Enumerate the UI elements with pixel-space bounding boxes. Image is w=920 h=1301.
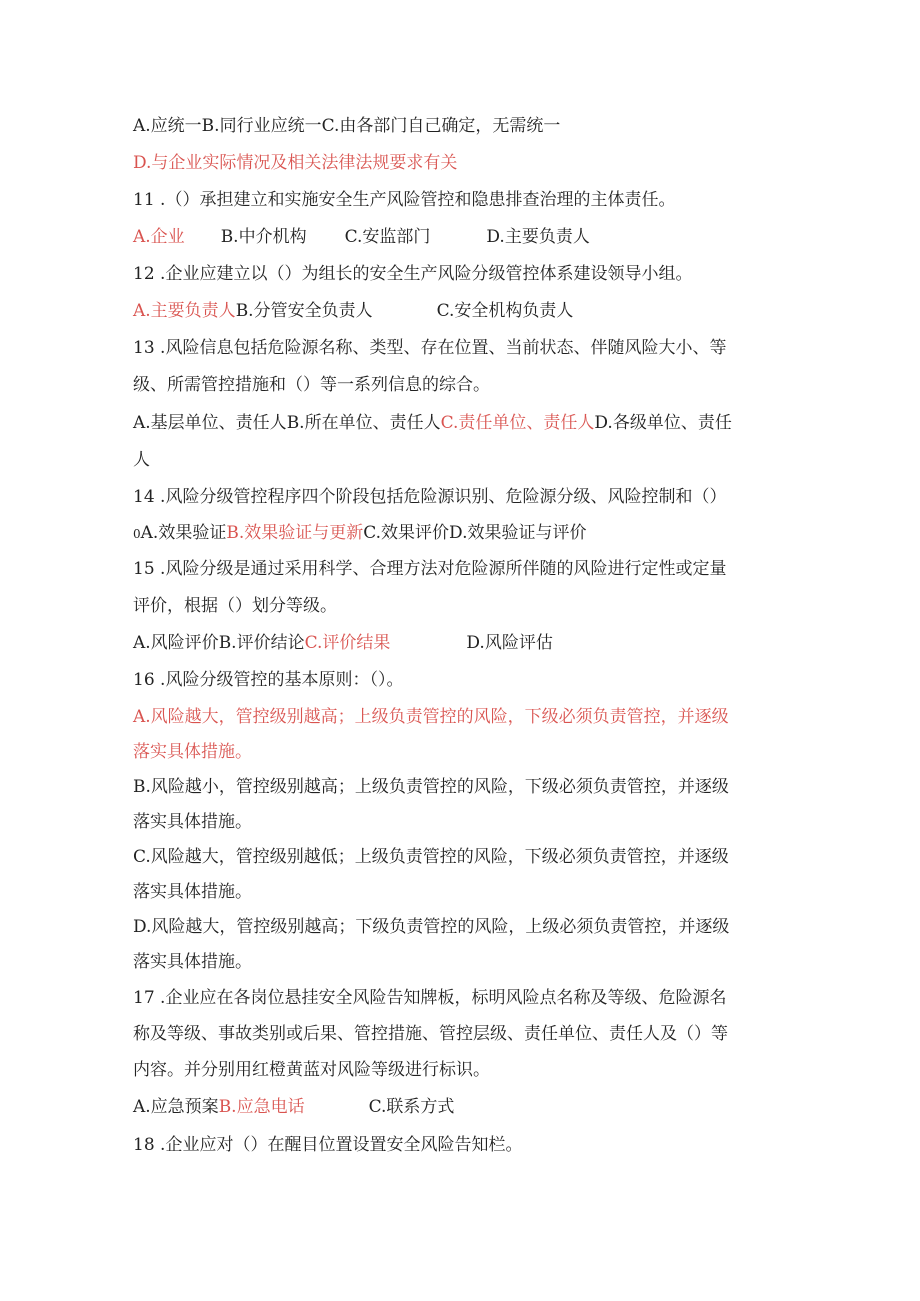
q10-option-d: D.与企业实际情况及相关法律法规要求有关 (133, 153, 458, 173)
q14-stem (133, 485, 813, 509)
q14-option-b: B.效果验证与更新 (226, 523, 364, 543)
q17-stem-text3: 内容。并分别用红橙黄蓝对风险等级进行标识。 (133, 1060, 490, 1080)
q12-option-c: C.安全机构负责人 (436, 301, 574, 321)
q11-stem (133, 188, 813, 212)
q16-option-a-line2 (133, 740, 813, 764)
q13-option-a: A.基层单位、责任人 (133, 413, 287, 433)
q13-stem-line1 (133, 336, 813, 360)
q15-options (133, 631, 813, 655)
q15-option-b: B.评价结论 (218, 633, 305, 653)
q13-option-b: B.所在单位、责任人 (286, 413, 441, 433)
q12-stem-text: 12 .企业应建立以（）为组长的安全生产风险分级管控体系建设领导小组。 (133, 264, 693, 284)
q16-option-a-line1 (133, 705, 813, 729)
q17-stem-line1 (133, 986, 813, 1010)
q16-option-b-line2 (133, 810, 813, 834)
q11-stem-text: 11 .（）承担建立和实施安全生产风险管控和隐患排查治理的主体责任。 (133, 190, 676, 210)
q14-option-d: D.效果验证与评价 (449, 523, 587, 543)
q16-option-c-tail: 落实具体措施。 (133, 882, 252, 902)
q16-option-c: C.风险越大，管控级别越低；上级负责管控的风险，下级必须负责管控，并逐级 (133, 847, 729, 867)
q13-option-d: D.各级单位、责任 (594, 413, 732, 433)
q16-stem (133, 668, 813, 692)
q16-option-d-tail: 落实具体措施。 (133, 952, 252, 972)
q17-stem-text2: 称及等级、事故类别或后果、管控措施、管控层级、责任单位、责任人及（）等 (133, 1024, 728, 1044)
q15-option-c: C.评价结果 (304, 633, 391, 653)
q10-options-abc: A.应统一B.同行业应统一C.由各部门自己确定，无需统一 (133, 116, 561, 136)
q15-option-a: A.风险评价 (133, 633, 219, 653)
q16-option-b-tail: 落实具体措施。 (133, 812, 252, 832)
q13-option-c: C.责任单位、责任人 (440, 413, 595, 433)
q14-stem-text: 14 .风险分级管控程序四个阶段包括危险源识别、危险源分级、风险控制和（） (133, 487, 727, 507)
q12-options (133, 299, 813, 323)
q11-option-c: C.安监部门 (344, 227, 431, 247)
q18-stem-text: 18 .企业应对（）在醒目位置设置安全风险告知栏。 (133, 1135, 523, 1155)
q15-stem-line2 (133, 594, 813, 618)
q17-option-b: B.应急电话 (218, 1097, 305, 1117)
q16-option-d: D.风险越大，管控级别越高；下级负责管控的风险，上级必须负责管控，并逐级 (133, 917, 730, 937)
q13-stem-text2: 级、所需管控措施和（）等一系列信息的综合。 (133, 375, 490, 395)
q16-option-c-line1 (133, 845, 813, 869)
q11-option-b: B.中介机构 (220, 227, 307, 247)
q16-option-d-line2 (133, 950, 813, 974)
q14-option-a: A.效果验证 (140, 523, 227, 543)
q12-option-b: B.分管安全负责人 (235, 301, 373, 321)
q16-option-c-line2 (133, 880, 813, 904)
q10-options-line1 (133, 114, 813, 138)
q17-stem-line3 (133, 1058, 813, 1082)
q17-option-a: A.应急预案 (133, 1097, 219, 1117)
q17-stem-line2 (133, 1022, 813, 1046)
q13-stem-line2 (133, 373, 813, 397)
q16-option-d-line1 (133, 915, 813, 939)
q13-options-wrap (133, 448, 813, 472)
q12-option-a: A.主要负责人 (133, 301, 236, 321)
q13-stem-text1: 13 .风险信息包括危险源名称、类型、存在位置、当前状态、伴随风险大小、等 (133, 338, 727, 358)
q13-options (133, 411, 813, 435)
q15-stem-line1 (133, 557, 813, 581)
q17-stem-text1: 17 .企业应在各岗位悬挂安全风险告知牌板，标明风险点名称及等级、危险源名 (133, 988, 727, 1008)
q16-option-a-tail: 落实具体措施。 (133, 742, 252, 762)
q17-options (133, 1095, 813, 1119)
q12-stem (133, 262, 813, 286)
q16-stem-text: 16 .风险分级管控的基本原则：（）。 (133, 670, 404, 690)
q11-option-d: D.主要负责人 (486, 227, 590, 247)
q16-option-b-line1 (133, 775, 813, 799)
q16-option-a: A.风险越大，管控级别越高；上级负责管控的风险，下级必须负责管控，并逐级 (133, 707, 729, 727)
q13-option-d-tail: 人 (133, 450, 150, 470)
q14-option-c: C.效果评价 (363, 523, 450, 543)
q14-stem-period: 0 (133, 527, 141, 541)
q10-answer-d (133, 151, 813, 175)
q15-stem-text1: 15 .风险分级是通过采用科学、合理方法对危险源所伴随的风险进行定性或定量 (133, 559, 727, 579)
q11-options (133, 225, 813, 249)
q14-options (133, 521, 813, 546)
q18-stem (133, 1133, 813, 1157)
q15-stem-text2: 评价，根据（）划分等级。 (133, 596, 337, 616)
q11-option-a: A.企业 (133, 227, 185, 247)
q16-option-b: B.风险越小，管控级别越高；上级负责管控的风险，下级必须负责管控，并逐级 (133, 777, 729, 797)
q17-option-c: C.联系方式 (368, 1097, 455, 1117)
q15-option-d: D.风险评估 (466, 633, 553, 653)
